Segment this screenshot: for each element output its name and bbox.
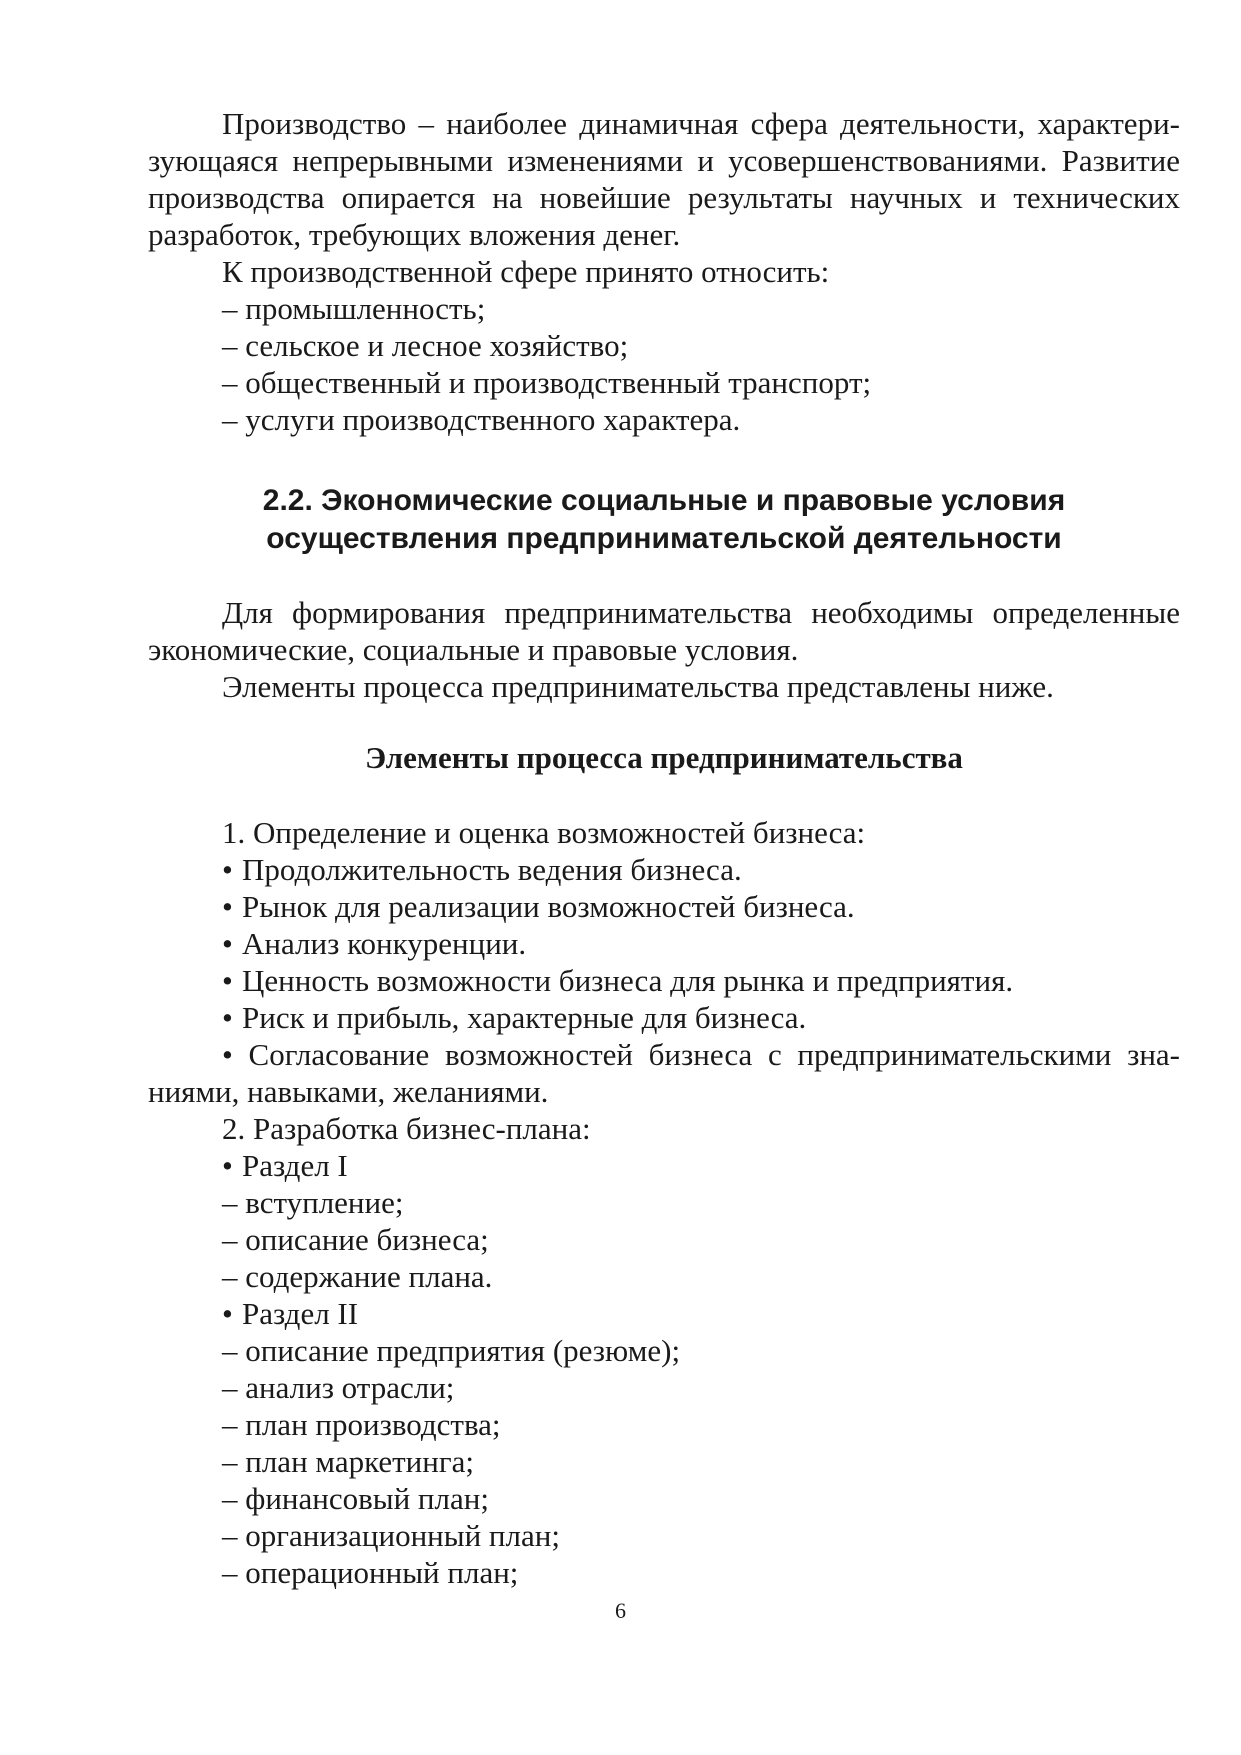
section-paragraph: Для формирования предпринимательства необходимы определенные экономические, социальные и правовые условия. bbox=[148, 595, 1180, 667]
step1-bullet: • Риск и прибыль, характерные для бизнеса. bbox=[222, 1000, 807, 1035]
production-intro: К производственной сфере принято относить: bbox=[222, 254, 830, 289]
bullet-icon: • bbox=[222, 926, 233, 961]
bullet-icon: • bbox=[222, 963, 233, 998]
step2-heading: 2. Разработка бизнес-плана: bbox=[222, 1111, 591, 1146]
step1-bullet: • Ценность возможности бизнеса для рынка и предприятия. bbox=[222, 963, 1014, 998]
production-item: – общественный и производственный транспорт; bbox=[222, 365, 872, 400]
step2-item: – операционный план; bbox=[222, 1555, 519, 1590]
step1-bullet: • Анализ конкуренции. bbox=[222, 926, 527, 961]
production-item: – промышленность; bbox=[222, 291, 486, 326]
section-note: Элементы процесса предпринимательства представлены ниже. bbox=[222, 669, 1054, 704]
production-item: – сельское и лесное хозяйство; bbox=[222, 328, 629, 363]
bullet-icon: • bbox=[222, 1037, 233, 1072]
step2-item: – описание бизнеса; bbox=[222, 1222, 489, 1257]
bullet-icon: • bbox=[222, 1296, 233, 1331]
bullet-icon: • bbox=[222, 889, 233, 924]
bullet-icon: • bbox=[222, 1148, 233, 1183]
bullet-icon: • bbox=[222, 852, 233, 887]
page-number: 6 bbox=[615, 1598, 626, 1623]
document-page bbox=[148, 105, 1180, 1591]
step1-bullet-last: • Согласование возможностей бизнеса с предпринимательскими знаниями, навыками, желаниями. bbox=[148, 1037, 1180, 1109]
intro-paragraph: Производство – наиболее динамичная сфера деятельности, характеризующаяся непрерывными изменениями и усовершенствованиями. Развитие производства опирается на новейшие результаты научных и технических разработок, требующих вложения денег. bbox=[148, 106, 1180, 252]
step1-heading: 1. Определение и оценка возможностей бизнеса: bbox=[222, 815, 866, 850]
step2-item: – описание предприятия (резюме); bbox=[222, 1333, 681, 1368]
section-title-line-2: осуществления предпринимательской деятельности bbox=[266, 522, 1062, 555]
section-title bbox=[148, 482, 1180, 558]
step2-section1-label: • Раздел I bbox=[222, 1148, 348, 1183]
elements-title: Элементы процесса предпринимательства bbox=[365, 740, 963, 775]
step2-item: – план производства; bbox=[222, 1407, 501, 1442]
step2-item: – план маркетинга; bbox=[222, 1444, 474, 1479]
step1-bullet: • Продолжительность ведения бизнеса. bbox=[222, 852, 742, 887]
step2-item: – содержание плана. bbox=[222, 1259, 493, 1294]
step2-item: – финансовый план; bbox=[222, 1481, 489, 1516]
production-item: – услуги производственного характера. bbox=[222, 402, 741, 437]
bullet-icon: • bbox=[222, 1000, 233, 1035]
step2-item: – анализ отрасли; bbox=[222, 1370, 455, 1405]
step1-bullet: • Рынок для реализации возможностей бизнеса. bbox=[222, 889, 855, 924]
step2-section2-label: • Раздел II bbox=[222, 1296, 359, 1331]
section-title-line-1: 2.2. Экономические социальные и правовые условия bbox=[262, 484, 1066, 517]
step2-item: – вступление; bbox=[222, 1185, 404, 1220]
step2-item: – организационный план; bbox=[222, 1518, 560, 1553]
